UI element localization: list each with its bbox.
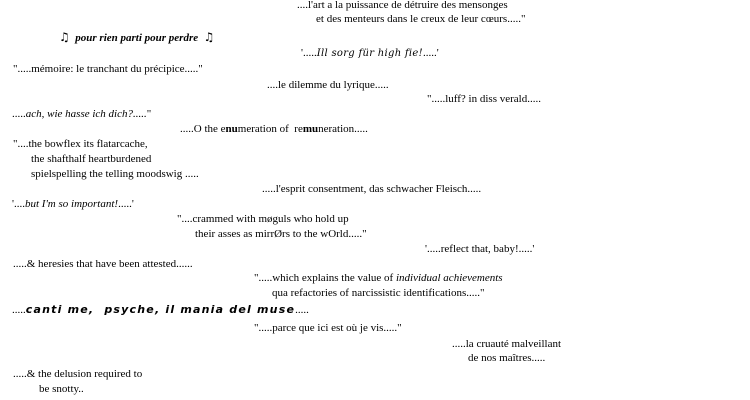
poem-line-dilemme: ....le dilemme du lyrique.....	[267, 79, 389, 91]
poem-line-pour-rien	[59, 30, 214, 45]
poem-line-menteurs: et des menteurs dans le creux de leur cœurs....."	[316, 13, 526, 25]
poem-line-canti-me	[12, 303, 309, 317]
poem-fragment-high-fie: Ill sorg für high fie!	[316, 48, 423, 59]
music-note-icon: ♫	[59, 30, 70, 44]
poem-line-so-important	[12, 197, 134, 211]
poem-fragment-enum-nu: nu	[225, 123, 238, 135]
poem-line-reflect-baby: '.....reflect that, baby!.....'	[425, 243, 535, 255]
poem-line-crammed: "....crammed with møguls who hold up	[177, 213, 349, 225]
poem-line-maitres: de nos maîtres.....	[468, 352, 546, 364]
poem-fragment-open: '.....	[301, 47, 317, 59]
poem-fragment-individual-achievements: individual achievements	[395, 272, 503, 284]
poem-line-high-fie	[301, 46, 439, 61]
poem-line-delusion: .....& the delusion required to	[13, 368, 143, 380]
poem-fragment-so-important: but I'm so important!	[24, 198, 119, 210]
poem-fragment-enum-mu: mu	[302, 123, 319, 135]
poem-fragment-prefix: .....	[12, 304, 26, 316]
poem-fragment-which-explains: ".....which explains the value of	[254, 272, 396, 284]
poem-fragment-ach-wie: ach, wie hasse ich dich?.....	[25, 108, 147, 120]
poem-line-heresies: .....& heresies that have been attested......	[13, 258, 193, 270]
poem-line-parce-que: ".....parce que ici est où je vis....."	[254, 322, 402, 334]
poem-line-snotty: be snotty..	[39, 383, 84, 395]
poem-fragment-enum-e: neration.....	[318, 123, 368, 135]
poem-line-shafthalf: the shafthalf heartburdened	[31, 153, 152, 165]
poem-line-spielspelling: spielspelling the telling moodswig .....	[31, 168, 199, 180]
poem-fragment-enum-a: .....O the e	[180, 123, 226, 135]
poem-line-esprit: .....l'esprit consentment, das schwacher Fleisch.....	[262, 183, 482, 195]
poem-fragment-prefix: .....	[12, 108, 26, 120]
music-note-icon: ♫	[203, 30, 215, 44]
poem-line-art-destroy: ....l'art a la puissance de détruire des mensonges	[297, 0, 508, 11]
poem-fragment-suffix: .....	[295, 304, 309, 316]
poem-line-enumeration	[180, 122, 368, 136]
poem-line-pour-rien-text: pour rien parti pour perdre	[75, 32, 199, 44]
poem-fragment-close: .....'	[422, 47, 439, 59]
poem-line-ach-wie	[12, 107, 151, 121]
poem-fragment-canti-me: canti me, psyche, il mania del muse	[25, 303, 296, 316]
poem-line-luff: ".....luff? in diss verald.....	[427, 93, 541, 105]
poem-line-memoire: ".....mémoire: le tranchant du précipice....."	[13, 63, 203, 75]
poem-fragment-suffix: .....'	[118, 198, 134, 210]
poem-line-refactories: qua refactories of narcissistic identifications....."	[272, 287, 485, 299]
poem-line-bowflex: "....the bowflex its flatarcache,	[13, 138, 148, 150]
poem-fragment-prefix: '....	[12, 198, 25, 210]
poem-line-cruaute: .....la cruauté malveillant	[452, 338, 562, 350]
poem-line-mirrors: their asses as mirrØrs to the wOrld....."	[195, 228, 367, 240]
poem-fragment-suffix: "	[146, 108, 152, 120]
poem-fragment-enum-c: meration of re	[237, 123, 303, 135]
poem-line-individual	[254, 271, 503, 285]
